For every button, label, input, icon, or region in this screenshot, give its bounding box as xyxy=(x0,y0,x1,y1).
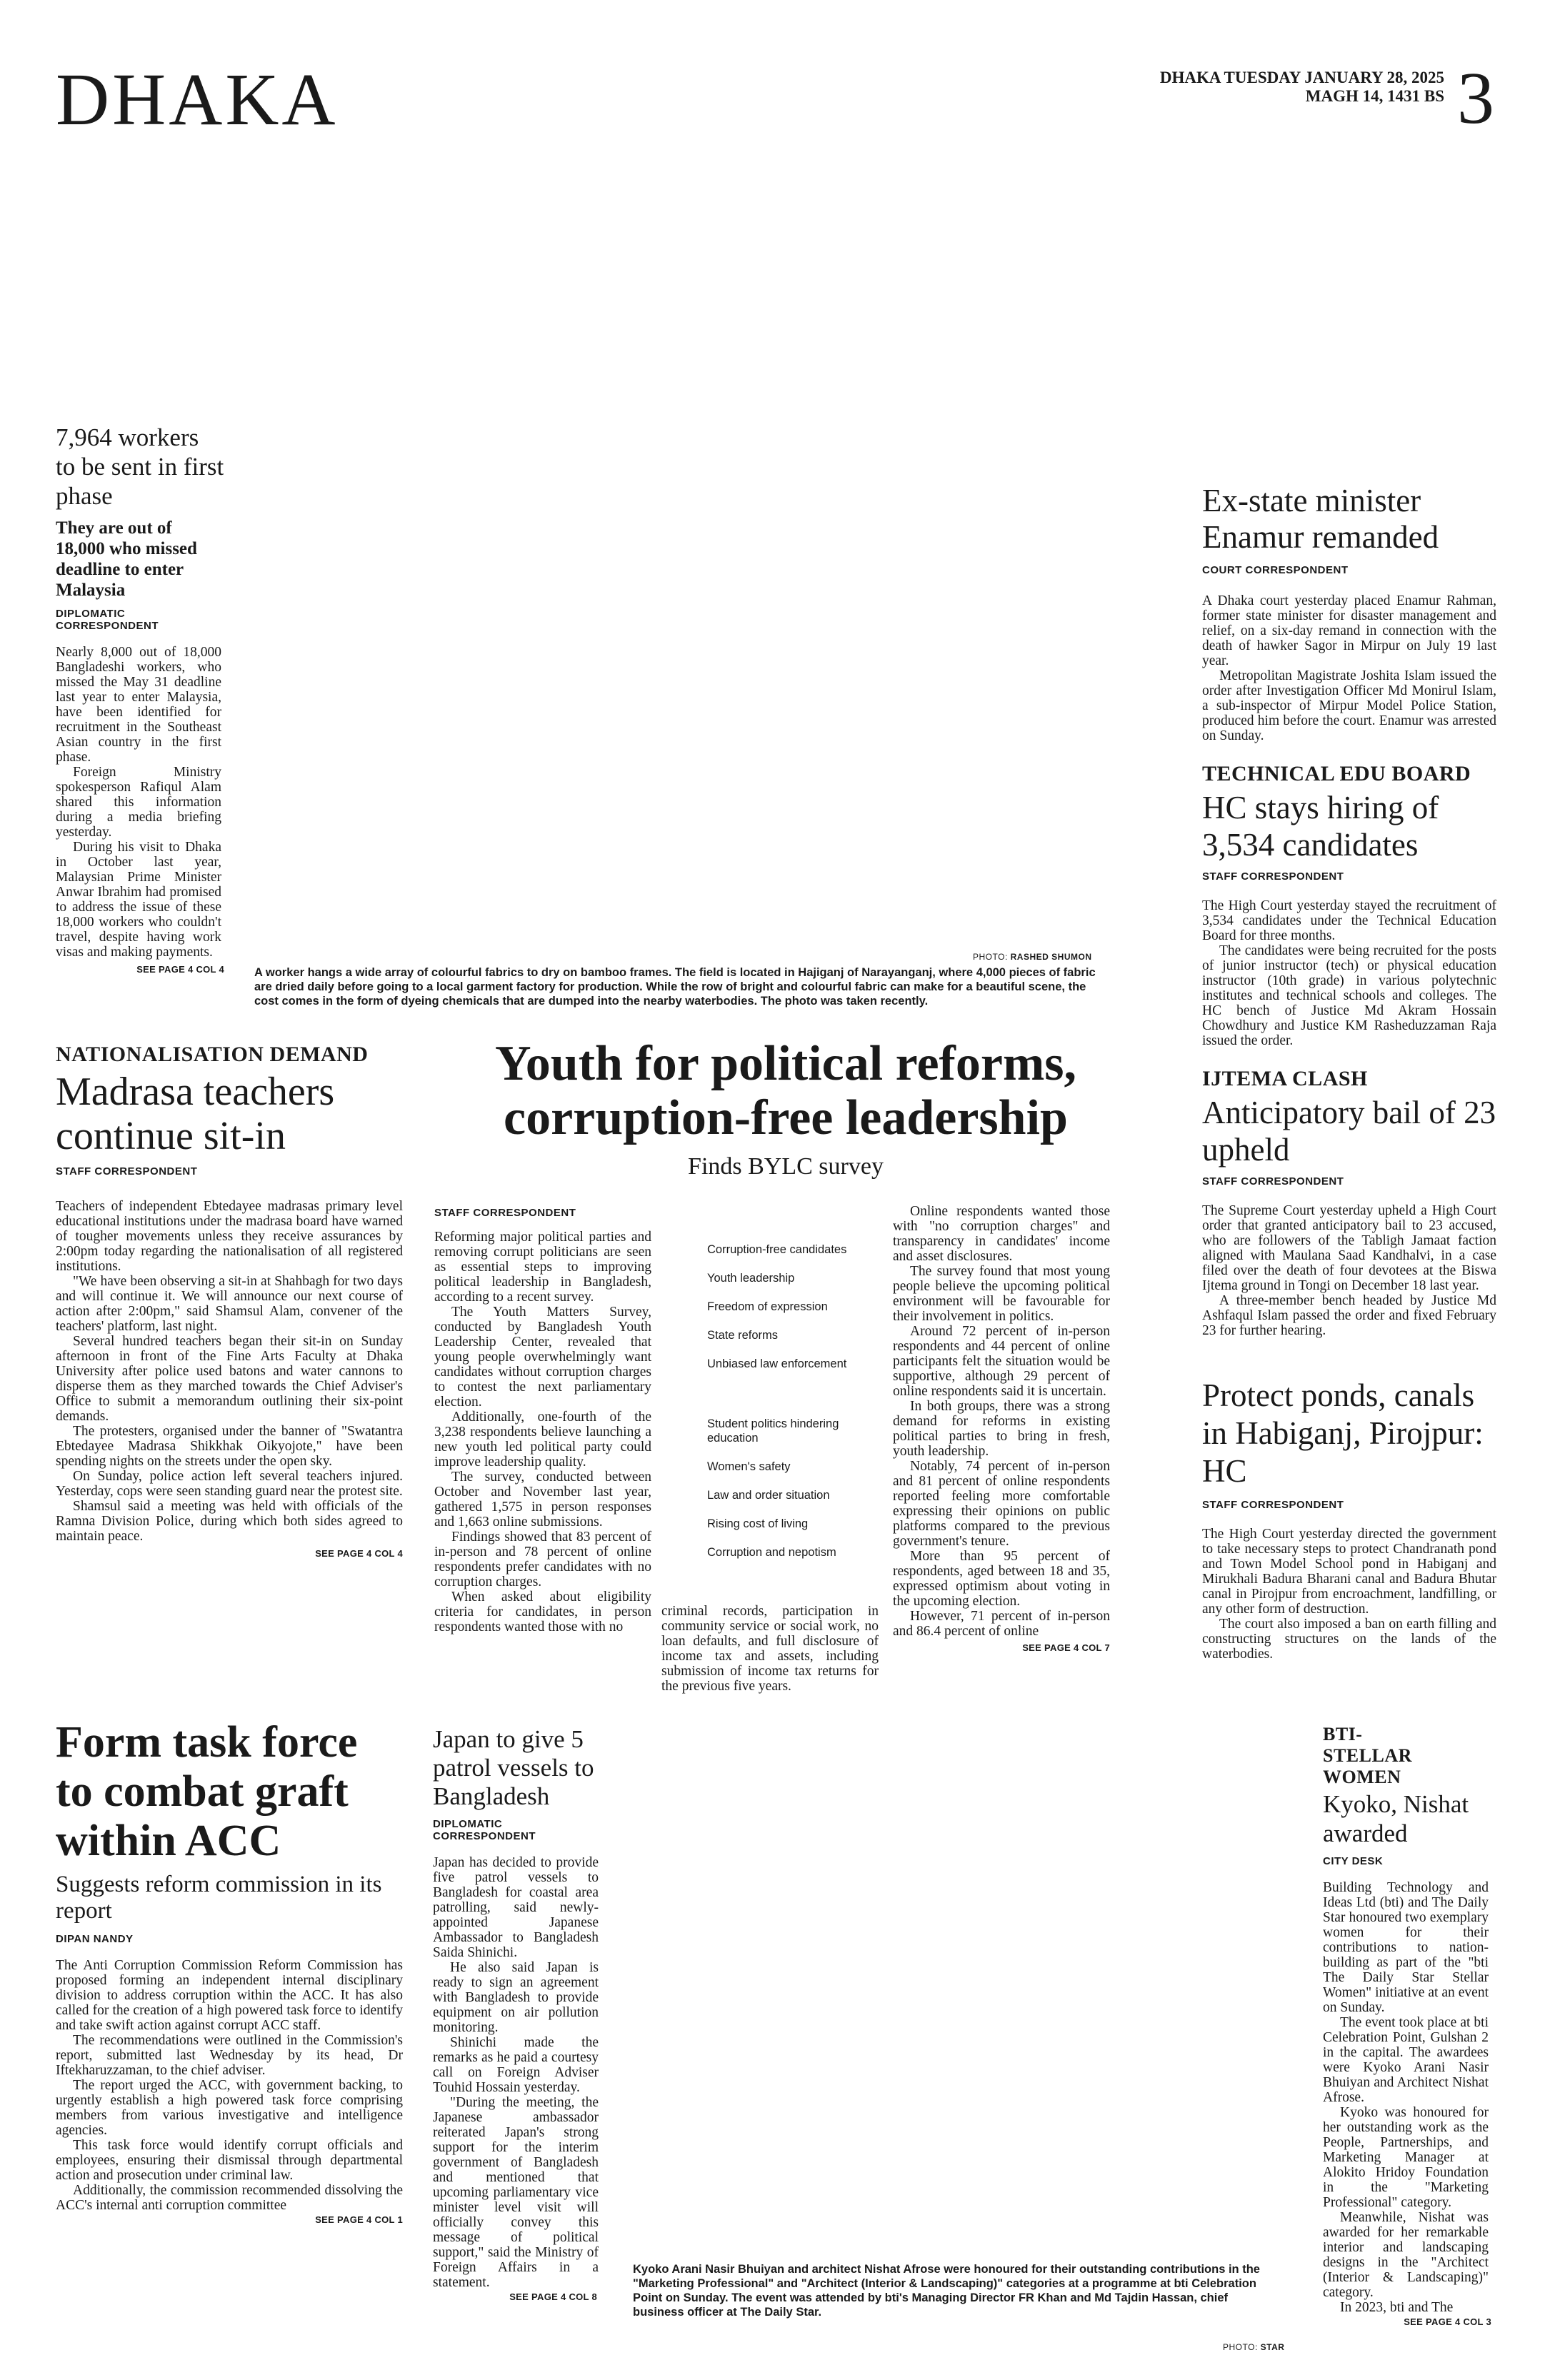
paragraph: The candidates were being recruited for the posts of junior instructor (tech) or physical education instructor (10th grade) in various polytechnic institutes and technical schools and colleges. The HC bench of Justice Md Akram Hossain Chowdhury and Justice KM Rasheduzzaman Raja issued the order. xyxy=(1202,943,1496,1048)
paragraph: Teachers of independent Ebtedayee madrasas primary level educational institutions under the madrasa board have warned of tougher movements unless they receive assurances by 2:00pm today regarding the nationalisation of all registered institutions. xyxy=(56,1199,403,1274)
headline-line-1[interactable]: Youth for political reforms, xyxy=(495,1036,1076,1091)
byline: DIPLOMATIC CORRESPONDENT xyxy=(56,608,159,632)
paragraph: The recommendations were outlined in the Commission's report, submitted last Wednesday by its head, Dr Iftekharuzzaman, to the chief adviser. xyxy=(56,2033,403,2078)
paragraph: Around 72 percent of in-person respondents and 44 percent of online participants felt the situation would be supportive, although 29 percent of online respondents said it is uncertain. xyxy=(893,1324,1110,1399)
paragraph: A three-member bench headed by Justice Md Ashfaqul Islam passed the order and fixed February 23 for further hearing. xyxy=(1202,1293,1496,1338)
dateline xyxy=(1160,69,1444,106)
photo-caption: Kyoko Arani Nasir Bhuiyan and architect Nishat Afrose were honoured for their outstanding contributions in the "Marketing Professional" and "Architect (Interior & Landscaping)" categories at a programme at bti Celebration Point on Sunday. The event was attended by bti's Managing Director FR Khan and Md Tajdin Hassan, chief business officer at The Daily Star. xyxy=(633,2263,1260,2319)
chart-category-label: Freedom of expression xyxy=(707,1300,828,1313)
chart-category-label: Youth leadership xyxy=(707,1272,795,1285)
subhead: Suggests reform commission in its report xyxy=(56,1872,382,1924)
paragraph: Online respondents wanted those with "no corruption charges" and transparency in candidates' income and asset disclosures. xyxy=(893,1204,1110,1264)
byline: STAFF CORRESPONDENT xyxy=(434,1207,576,1219)
headline[interactable]: Kyoko, Nishat awarded xyxy=(1323,1790,1469,1847)
chart-category-label: Corruption-free candidates xyxy=(707,1243,847,1256)
dateline-bangla-date: MAGH 14, 1431 BS xyxy=(1305,87,1444,105)
chart-category-label: State reforms xyxy=(707,1329,779,1342)
chart-category-label: Student politics hindering education xyxy=(707,1417,839,1445)
jump-link[interactable]: SEE PAGE 4 COL 7 xyxy=(1022,1642,1110,1653)
story-ijtema xyxy=(1202,1067,1496,1338)
article-body xyxy=(1202,593,1496,743)
paragraph: The High Court yesterday stayed the recruitment of 3,534 candidates under the Technical Education Board for three months. xyxy=(1202,898,1496,943)
article-body xyxy=(56,645,221,960)
photo-credit-name: RASHED SHUMON xyxy=(1010,952,1092,962)
article-body xyxy=(1323,1880,1489,2315)
jump-link[interactable]: SEE PAGE 4 COL 4 xyxy=(136,964,224,975)
photo-caption: A worker hangs a wide array of colourful fabrics to dry on bamboo frames. The field is located in Hajiganj of Narayanganj, where 4,000 pieces of fabric are dried daily before going to a local garment factory for production. While the row of bright and colourful fabric can make for a beautiful scene, the cost comes in the form of dyeing chemicals that are dumped into the nearby waterbodies. The photo was taken recently. xyxy=(254,966,1096,1008)
story-madrasa xyxy=(56,1043,403,1559)
paragraph: criminal records, participation in community service or social work, no loan defaults, and full disclosure of income tax and assets, including submission of income tax returns for the previous five years. xyxy=(661,1604,879,1694)
paragraph: The survey found that most young people believe the upcoming political environment will be favourable for their involvement in politics. xyxy=(893,1264,1110,1324)
byline: DIPAN NANDY xyxy=(56,1933,134,1945)
paragraph: More than 95 percent of respondents, aged between 18 and 35, expressed optimism about voting in the upcoming election. xyxy=(893,1549,1110,1609)
story-youth-headline xyxy=(429,1037,1143,1181)
headline[interactable]: Japan to give 5 patrol vessels to Bangladesh xyxy=(433,1725,594,1810)
photo-credit-name: STAR xyxy=(1260,2342,1285,2352)
paragraph: On Sunday, police action left several teachers injured. Yesterday, cops were seen standing guard near the protest site. xyxy=(56,1469,403,1499)
kicker: IJTEMA CLASH xyxy=(1202,1067,1368,1090)
paragraph: "During the meeting, the Japanese ambassador reiterated Japan's strong support for the interim government of Bangladesh and mentioned that upcoming parliamentary vice minister level visit will officially convey this message of political support," said the Ministry of Foreign Affairs in a statement. xyxy=(433,2095,599,2290)
article-body xyxy=(56,1199,403,1544)
paragraph: Nearly 8,000 out of 18,000 Bangladeshi workers, who missed the May 31 deadline last year to enter Malaysia, have been identified for recruitment in the Southeast Asian country in the first phase. xyxy=(56,645,221,765)
survey-chart xyxy=(707,1242,893,1574)
story-bti xyxy=(1323,1724,1491,2327)
paragraph: Shinichi made the remarks as he paid a courtesy call on Foreign Adviser Touhid Hossain yesterday. xyxy=(433,2035,599,2095)
paragraph: Additionally, one-fourth of the 3,238 respondents believe launching a new youth led political party could improve leadership quality. xyxy=(434,1410,651,1470)
chart-group-1 xyxy=(707,1242,893,1371)
chart-category-label: Women's safety xyxy=(707,1460,791,1473)
kicker-line-1: BTI- xyxy=(1323,1724,1363,1744)
paragraph: The protesters, organised under the banner of "Swatantra Ebtedayee Madrasa Shikkhak Oikyojote," have been spending nights on the streets under the open sky. xyxy=(56,1424,403,1469)
paragraph: Findings showed that 83 percent of in-person and 78 percent of online respondents prefer candidates with no corruption charges. xyxy=(434,1530,651,1590)
paragraph: The High Court yesterday directed the government to take necessary steps to protect Chandranath pond and Town Model School pond in Habiganj and Mirukhali Badura Bharani canal and Badura Bhutar canal in Pirojpur from encroachment, landfilling, or any other form of destruction. xyxy=(1202,1527,1496,1617)
article-body xyxy=(1202,1203,1496,1338)
page-number: 3 xyxy=(1457,57,1494,139)
headline[interactable]: Ex-state minister Enamur remanded xyxy=(1202,483,1439,555)
article-body xyxy=(1202,898,1496,1048)
headline[interactable]: Protect ponds, canals in Habiganj, Pirojpur: HC xyxy=(1202,1377,1484,1489)
headline-line-2[interactable]: corruption-free leadership xyxy=(504,1090,1068,1145)
paragraph: The report urged the ACC, with government backing, to urgently establish a high powered task force comprising members from various investigative and intelligence agencies. xyxy=(56,2078,403,2138)
youth-column-3 xyxy=(893,1204,1110,1655)
paragraph: The Youth Matters Survey, conducted by Bangladesh Youth Leadership Center, revealed that young people overwhelmingly want candidates without corruption charges to contest the next parliamentary election. xyxy=(434,1305,651,1410)
paragraph: The event took place at bti Celebration Point, Gulshan 2 in the capital. The awardees were Kyoko Arani Nasir Bhuiyan and Architect Nishat Afrose. xyxy=(1323,2015,1489,2105)
paragraph: Additionally, the commission recommended dissolving the ACC's internal anti corruption committee xyxy=(56,2183,403,2213)
paragraph: The court also imposed a ban on earth filling and constructing structures on the lands of the waterbodies. xyxy=(1202,1617,1496,1662)
subhead: Finds BYLC survey xyxy=(688,1153,884,1180)
headline[interactable]: Madrasa teachers continue sit-in xyxy=(56,1070,335,1158)
byline: CITY DESK xyxy=(1323,1855,1384,1867)
paragraph: In both groups, there was a strong demand for reforms in existing political parties to bring in fresh, youth leadership. xyxy=(893,1399,1110,1459)
photo-credit xyxy=(973,952,1091,962)
chart-category-label: Rising cost of living xyxy=(707,1517,809,1530)
masthead-title: DHAKA xyxy=(56,59,339,141)
paragraph: However, 71 percent of in-person and 86.4 percent of online xyxy=(893,1609,1110,1639)
article-body xyxy=(1202,1527,1496,1662)
paragraph: He also said Japan is ready to sign an agreement with Bangladesh to provide equipment on air pollution monitoring. xyxy=(433,1960,599,2035)
photo-credit-label: PHOTO: xyxy=(973,952,1008,962)
paragraph: Building Technology and Ideas Ltd (bti) and The Daily Star honoured two exemplary women for their contributions to nation-building as part of the "bti The Daily Star Stellar Women" initiative at an event on Sunday. xyxy=(1323,1880,1489,2015)
headline[interactable]: 7,964 workers to be sent in first phase xyxy=(56,423,224,510)
paragraph: Japan has decided to provide five patrol vessels to Bangladesh for coastal area patrolling, said newly-appointed Japanese Ambassador to Bangladesh Saida Shinichi. xyxy=(433,1855,599,1960)
story-acc xyxy=(56,1718,403,2225)
jump-link[interactable]: SEE PAGE 4 COL 1 xyxy=(315,2214,403,2225)
photo-credit-label: PHOTO: xyxy=(1223,2342,1258,2352)
photo-credit xyxy=(1223,2342,1284,2352)
paragraph: "We have been observing a sit-in at Shahbagh for two days and will continue it. We will announce our next course of action after 2:00pm," said Shamsul Alam, convener of the teachers' platform, last night. xyxy=(56,1274,403,1334)
kicker: TECHNICAL EDU BOARD xyxy=(1202,762,1471,785)
paragraph: Shamsul said a meeting was held with officials of the Ramna Division Police, during which both sides agreed to maintain peace. xyxy=(56,1499,403,1544)
byline: STAFF CORRESPONDENT xyxy=(56,1165,198,1178)
byline: DIPLOMATIC CORRESPONDENT xyxy=(433,1818,536,1842)
youth-column-2-tail xyxy=(661,1604,879,1694)
paragraph: The survey, conducted between October and November last year, gathered 1,575 in person responses and 1,663 online submissions. xyxy=(434,1470,651,1530)
jump-link[interactable]: SEE PAGE 4 COL 4 xyxy=(315,1548,403,1559)
kicker-line-2: STELLAR WOMEN xyxy=(1323,1745,1412,1787)
paragraph: Notably, 74 percent of in-person and 81 percent of online respondents reported feeling more comfortable expressing their opinions on public platforms compared to the previous government's tenure. xyxy=(893,1459,1110,1549)
headline[interactable]: Form task force to combat graft within ACC xyxy=(56,1718,358,1865)
byline: COURT CORRESPONDENT xyxy=(1202,564,1349,576)
paragraph: When asked about eligibility criteria for candidates, in person respondents wanted those with no xyxy=(434,1590,651,1635)
chart-category-label: Law and order situation xyxy=(707,1489,830,1502)
story-japan xyxy=(433,1725,597,2302)
paragraph: Foreign Ministry spokesperson Rafiqul Alam shared this information during a media briefing yesterday. xyxy=(56,765,221,840)
paragraph: Meanwhile, Nishat was awarded for her remarkable interior and landscaping designs in the "Architect (Interior & Landscaping)" category. xyxy=(1323,2210,1489,2300)
chart-category-label: Corruption and nepotism xyxy=(707,1546,836,1559)
article-body xyxy=(56,1958,403,2213)
jump-link[interactable]: SEE PAGE 4 COL 3 xyxy=(1404,2316,1491,2327)
story-technical-edu xyxy=(1202,762,1496,1048)
paragraph: In 2023, bti and The xyxy=(1340,2300,1454,2315)
story-malaysia xyxy=(56,423,224,975)
byline: STAFF CORRESPONDENT xyxy=(1202,1175,1344,1188)
youth-column-1 xyxy=(434,1230,651,1635)
article-body xyxy=(433,1855,599,2290)
chart-group-2 xyxy=(707,1417,893,1560)
headline[interactable]: Anticipatory bail of 23 upheld xyxy=(1202,1095,1496,1168)
paragraph: Metropolitan Magistrate Joshita Islam issued the order after Investigation Officer Md Monirul Islam, a sub-inspector of Mirpur Model Police Station, produced him before the court. Enamur was arrested on Sunday. xyxy=(1202,668,1496,743)
paragraph: This task force would identify corrupt officials and employees, ensuring their dismissal through departmental action and prosecution under criminal law. xyxy=(56,2138,403,2183)
paragraph: The Anti Corruption Commission Reform Commission has proposed forming an independent internal disciplinary division to address corruption within the ACC. It has also called for the creation of a high powered task force to identify and take swift action against corrupt ACC staff. xyxy=(56,1958,403,2033)
paragraph: Several hundred teachers began their sit-in on Sunday afternoon in front of the Fine Arts Faculty at Dhaka University after police used batons and water cannons to disperse them as they marched towards the Chief Adviser's Office to submit a memorandum outlining their six-point demands. xyxy=(56,1334,403,1424)
paragraph: A Dhaka court yesterday placed Enamur Rahman, former state minister for disaster management and relief, on a six-day remand in connection with the death of hawker Sagor in Mirpur on July 19 last year. xyxy=(1202,593,1496,668)
kicker xyxy=(1323,1724,1491,1788)
dateline-date: DHAKA TUESDAY JANUARY 28, 2025 xyxy=(1159,69,1444,86)
byline: STAFF CORRESPONDENT xyxy=(1202,870,1344,883)
story-enamur xyxy=(1202,483,1496,743)
paragraph: During his visit to Dhaka in October last year, Malaysian Prime Minister Anwar Ibrahim had promised to address the issue of these 18,000 workers who couldn't travel, despite having work visas and making payments. xyxy=(56,840,221,960)
paragraph: The Supreme Court yesterday upheld a High Court order that granted anticipatory bail to 23 accused, who are followers of the Tabligh Jamaat faction aligned with Maulana Saad Kandhalvi, in a case filed over the death of four devotees at the Biswa Ijtema ground in Tongi on December 18 last year. xyxy=(1202,1203,1496,1293)
chart-category-label: Unbiased law enforcement xyxy=(707,1357,847,1370)
kicker: NATIONALISATION DEMAND xyxy=(56,1043,369,1066)
jump-link[interactable]: SEE PAGE 4 COL 8 xyxy=(509,2291,597,2302)
paragraph: Reforming major political parties and removing corrupt politicians are seen as essential steps to improving political leadership in Bangladesh, according to a recent survey. xyxy=(434,1230,651,1305)
subhead: They are out of 18,000 who missed deadline to enter Malaysia xyxy=(56,518,197,600)
byline: STAFF CORRESPONDENT xyxy=(1202,1499,1344,1511)
paragraph: Kyoko was honoured for her outstanding work as the People, Partnerships, and Marketing Manager at Alokito Hridoy Foundation in the "Marketing Professional" category. xyxy=(1323,2105,1489,2210)
headline[interactable]: HC stays hiring of 3,534 candidates xyxy=(1202,790,1439,863)
story-ponds xyxy=(1202,1377,1496,1662)
